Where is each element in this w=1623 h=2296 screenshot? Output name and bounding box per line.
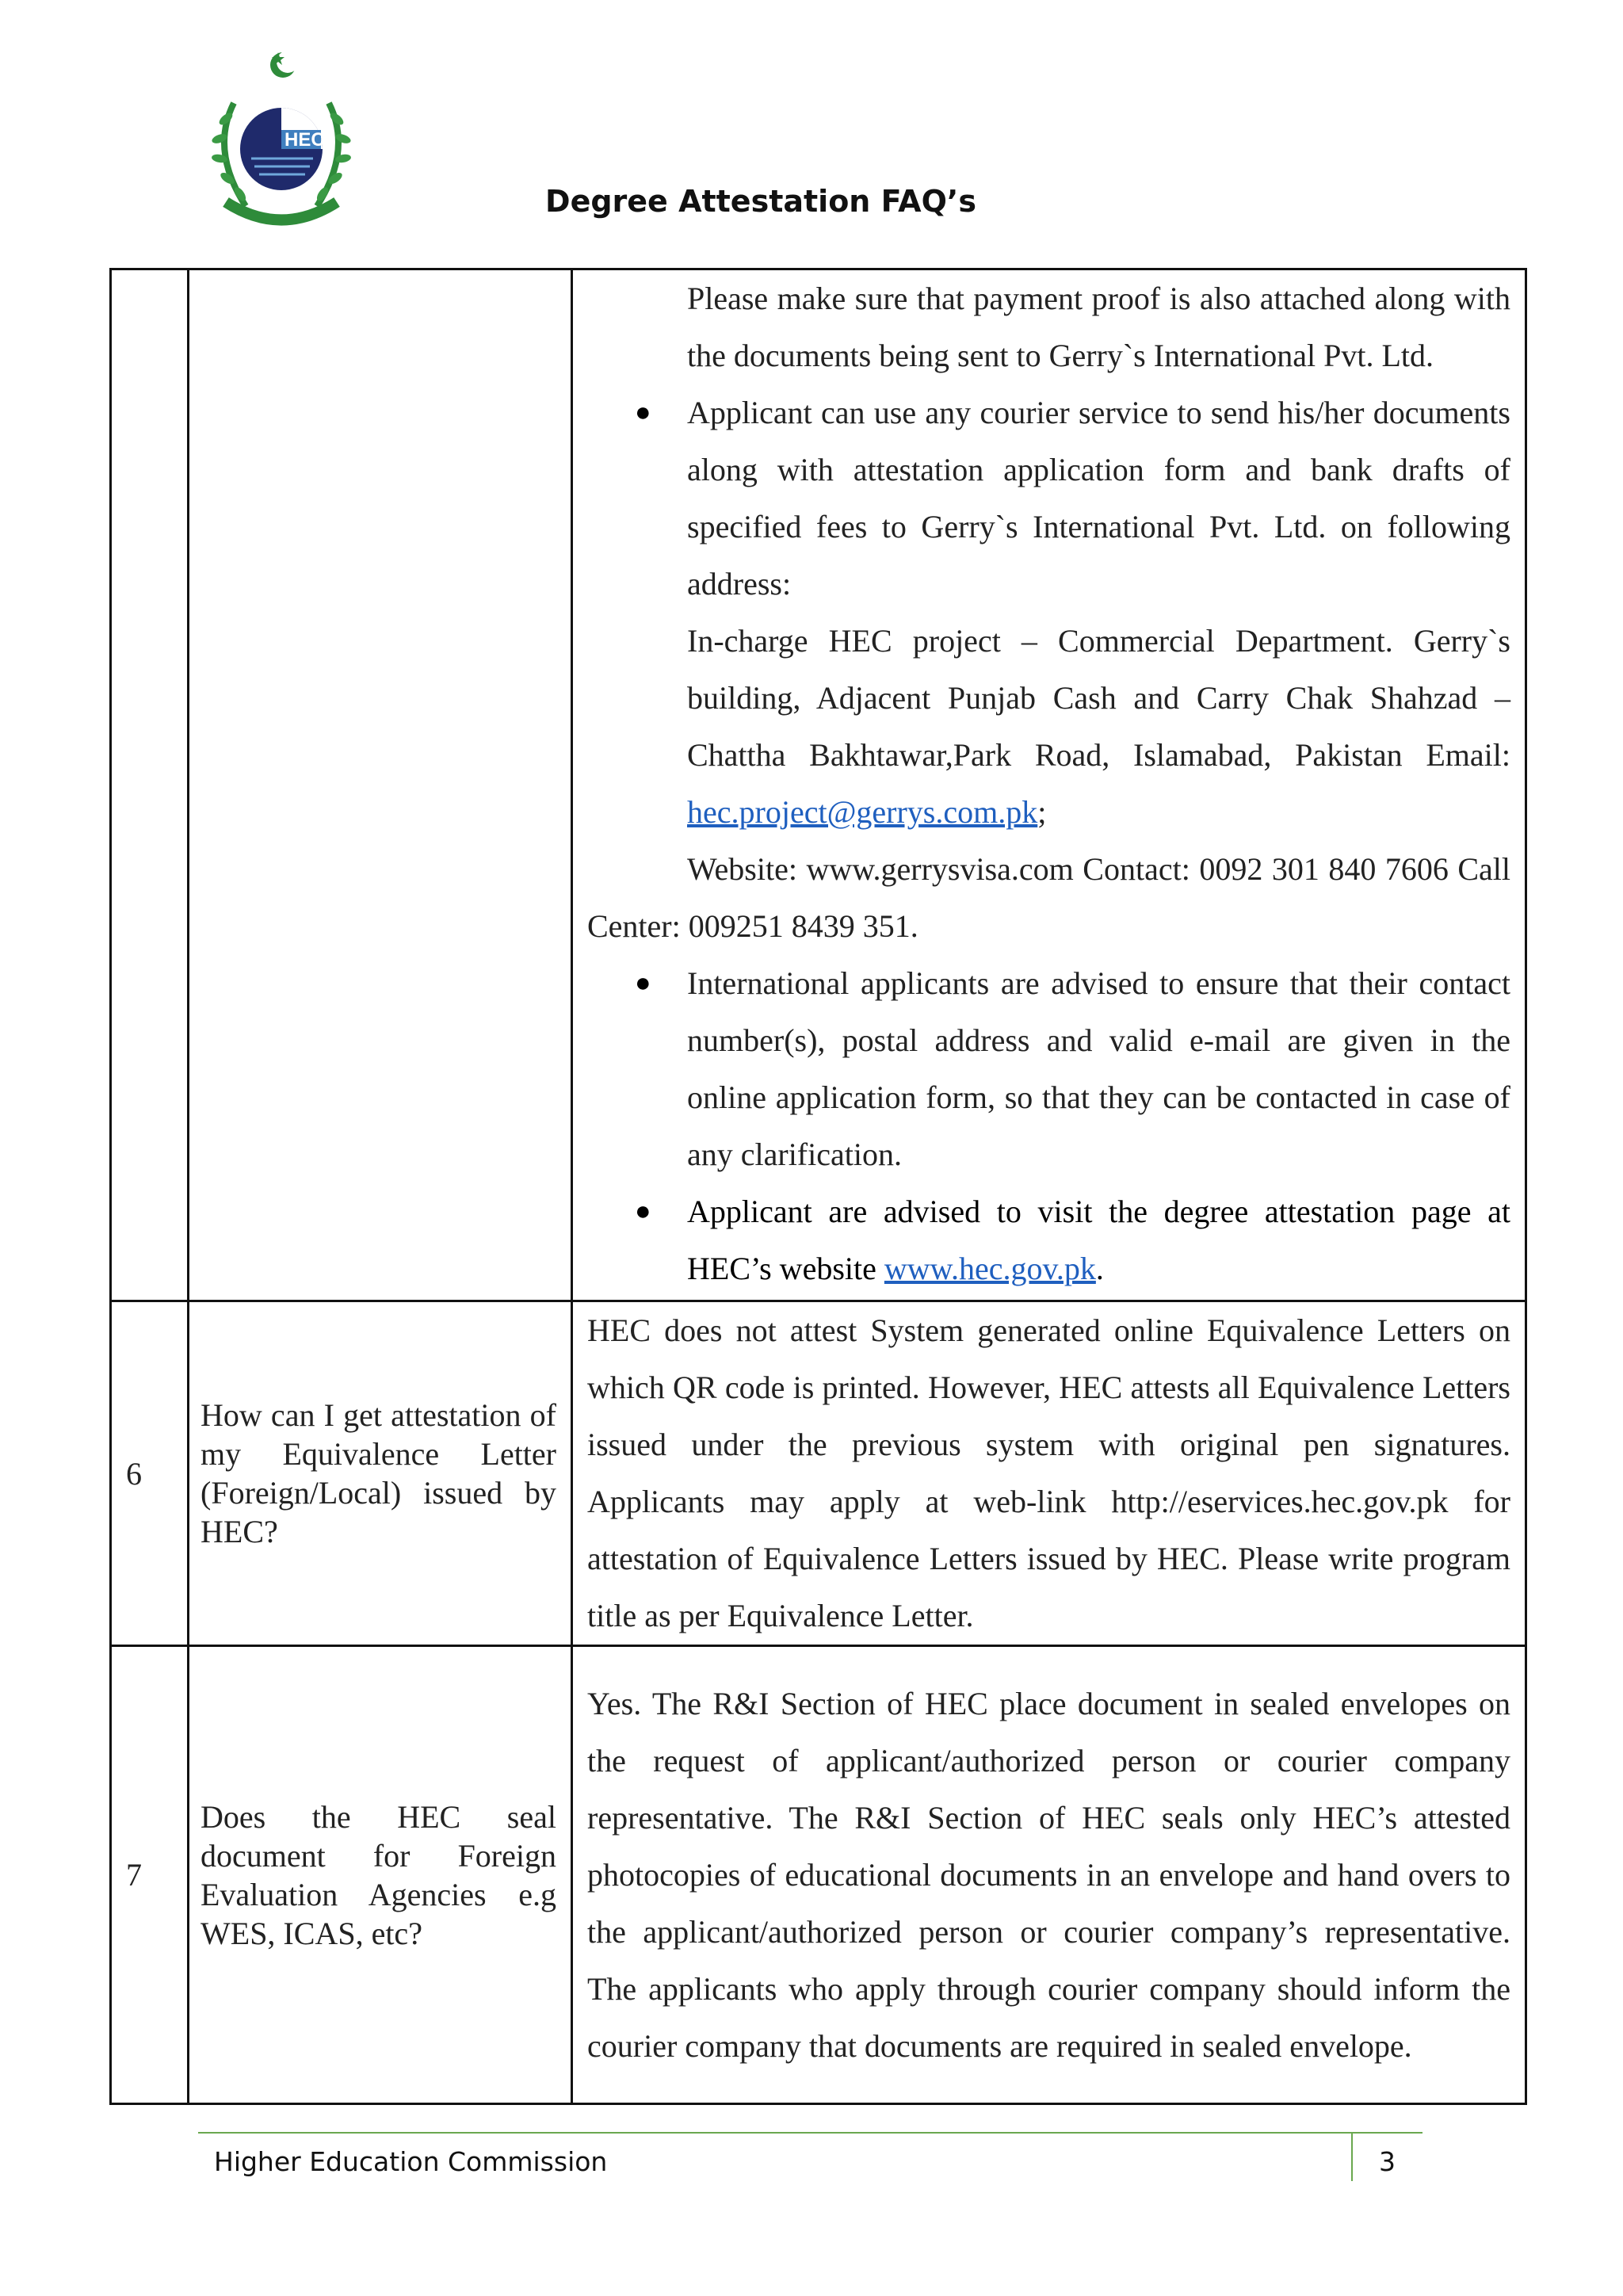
row-number: 7 [111, 1646, 189, 2104]
row-answer: Yes. The R&I Section of HEC place document in sealed envelopes on the request of applicant/authorized person or courier company representative. The R&I Section of HEC seals only HEC’s attested photocopies of educational documents in an envelope and hand overs to the applicant/authorized person or courier company’s representative. The applicants who apply through courier company should inform the courier company that documents are required in sealed envelope. [572, 1646, 1526, 2104]
answer-paragraph: Please make sure that payment proof is also attached along with the documents being sent to Gerry`s International Pvt. Ltd. [687, 281, 1510, 373]
svg-text:HEC: HEC [285, 129, 325, 151]
website-paragraph: Website: www.gerrysvisa.com Contact: 0092 301 840 7606 Call Center: 009251 8439 351. [587, 851, 1510, 944]
faq-table [109, 268, 1527, 2105]
list-item: ● International applicants are advised to ensure that their contact number(s), postal address and valid e-mail are given in the online application form, so that they can be contacted in case of any clarification. [587, 955, 1510, 1183]
bullet-icon: ● [635, 968, 651, 998]
row-answer: HEC does not attest System generated online Equivalence Letters on which QR code is printed. However, HEC attests all Equivalence Letters issued under the previous system with original pen signatures. Applicants may apply at web-link http://eservices.hec.gov.pk for attestation of Equivalence Letters issued by HEC. Please write program title as per Equivalence Letter. [572, 1301, 1526, 1646]
footer-rule [198, 2132, 1423, 2134]
table-row [111, 1646, 1526, 2104]
row-question: Does the HEC seal document for Foreign Evaluation Agencies e.g WES, ICAS, etc? [189, 1646, 572, 2104]
row-answer [572, 269, 1526, 1301]
list-item: ● Applicant can use any courier service to send his/her documents along with attestation application form and bank drafts of specified fees to Gerry`s International Pvt. Ltd. on following address: [587, 384, 1510, 613]
bullet-icon: ● [635, 1197, 651, 1226]
table-row [111, 269, 1526, 1301]
email-link[interactable]: hec.project@gerrys.com.pk [687, 794, 1038, 830]
page-number: 3 [1379, 2146, 1396, 2177]
bullet-icon: ● [635, 398, 651, 427]
list-item: ● Applicant are advised to visit the degree attestation page at HEC’s website www.hec.gov.pk. [587, 1183, 1510, 1297]
row-number: 6 [111, 1301, 189, 1646]
hec-website-link[interactable]: www.hec.gov.pk [884, 1251, 1096, 1286]
row-number [111, 269, 189, 1301]
row-question [189, 269, 572, 1301]
footer-divider [1351, 2132, 1353, 2181]
table-row [111, 1301, 1526, 1646]
page-title: Degree Attestation FAQ’s [545, 184, 976, 219]
footer-organization: Higher Education Commission [214, 2146, 608, 2177]
row-question: How can I get attestation of my Equivalence Letter (Foreign/Local) issued by HEC? [189, 1301, 572, 1646]
address-paragraph: In-charge HEC project – Commercial Department. Gerry`s building, Adjacent Punjab Cash and Carry Chak Shahzad – Chattha Bakhtawar,Park Road, Islamabad, Pakistan Email: hec.project@gerrys.com.pk; [687, 623, 1510, 830]
